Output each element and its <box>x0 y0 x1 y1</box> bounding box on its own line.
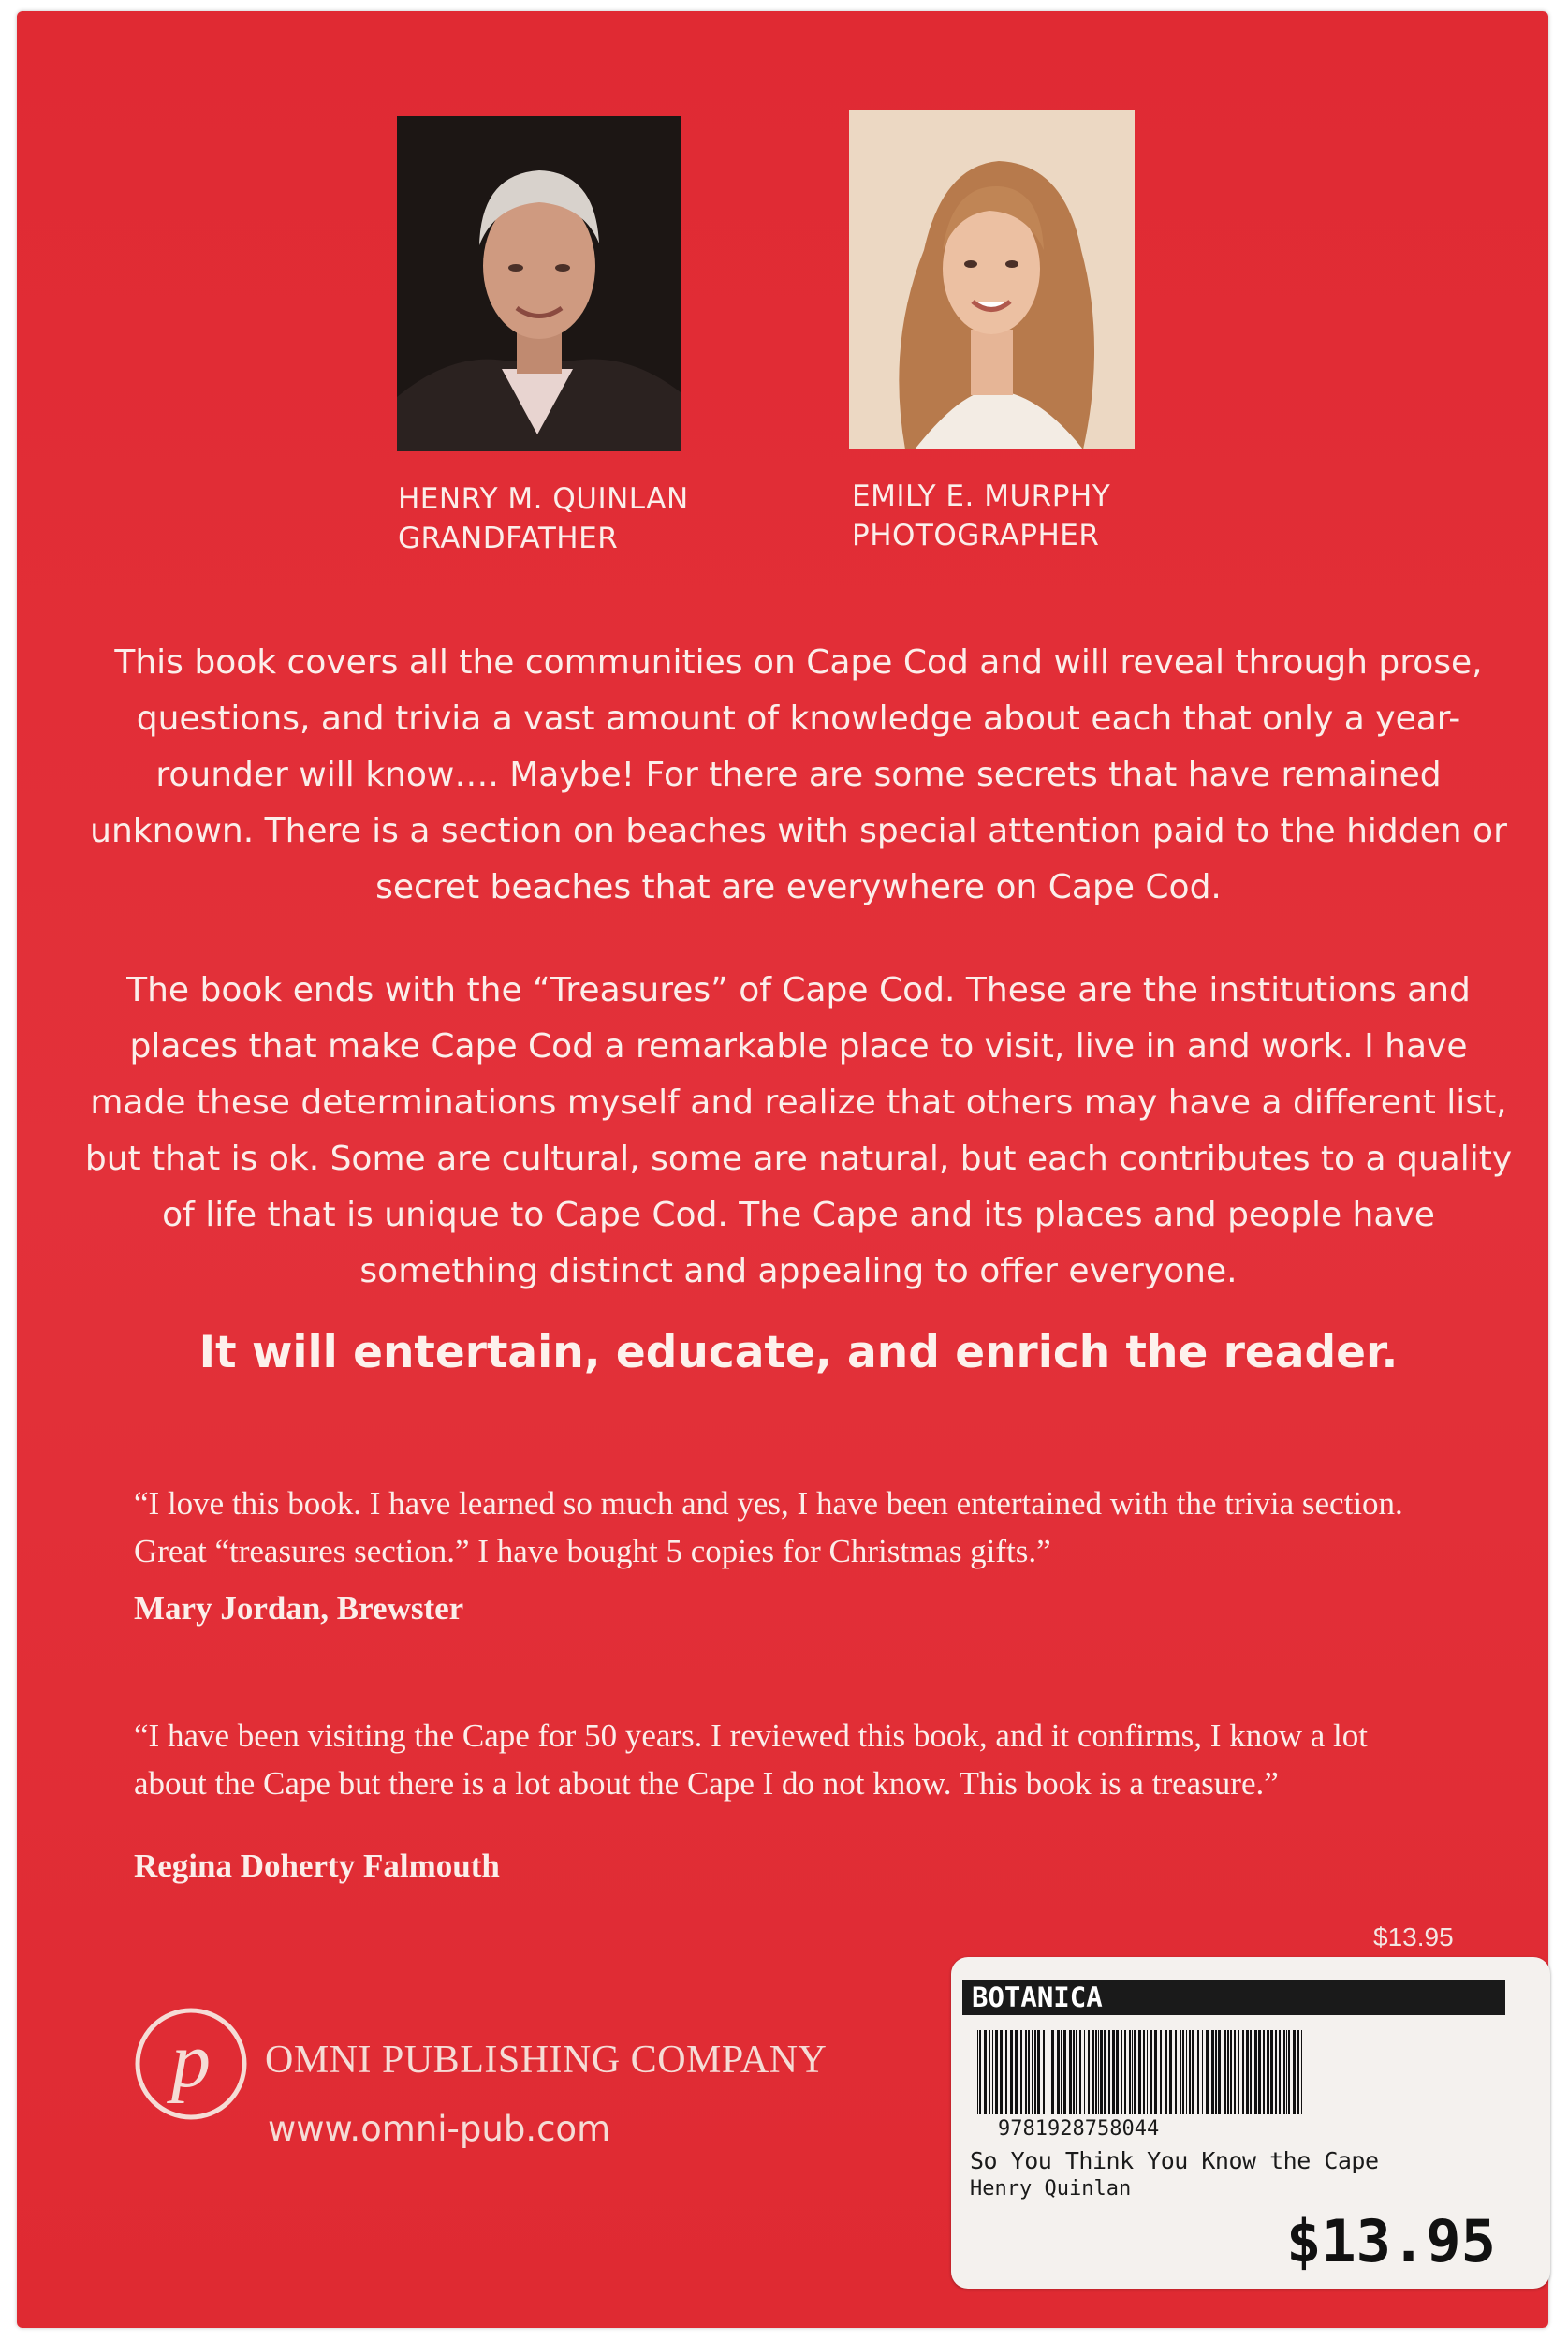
barcode-bar <box>1025 2030 1027 2114</box>
barcode-bar <box>1116 2030 1119 2114</box>
author-role: PHOTOGRAPHER <box>852 519 1100 552</box>
barcode-bar <box>1057 2030 1060 2114</box>
barcode-bar <box>1234 2030 1236 2114</box>
barcode-bar <box>1092 2030 1094 2114</box>
barcode-bar <box>1138 2030 1141 2114</box>
barcode-bar <box>1015 2030 1018 2114</box>
barcode-bar <box>1121 2030 1122 2114</box>
barcode-bar <box>1297 2030 1299 2114</box>
printed-price: $13.95 <box>1373 1922 1454 1951</box>
barcode-bar <box>1088 2030 1090 2114</box>
barcode-bar <box>1020 2030 1022 2114</box>
barcode-bar <box>1073 2030 1075 2114</box>
barcode-bar <box>1095 2030 1097 2114</box>
barcode-bar <box>1160 2030 1162 2114</box>
barcode-bar <box>1076 2030 1077 2114</box>
barcode-bar <box>1124 2030 1126 2114</box>
barcode-bar <box>1267 2030 1269 2114</box>
author-caption-emily <box>852 477 1110 555</box>
barcode-bar <box>1175 2030 1177 2114</box>
barcode-bar <box>1169 2030 1172 2114</box>
testimonial-attribution: Regina Doherty Falmouth <box>134 1848 500 1884</box>
barcode-bar <box>1238 2030 1239 2114</box>
barcode-bar <box>1283 2030 1285 2114</box>
barcode-bar <box>1000 2030 1003 2114</box>
barcode-bar <box>1182 2030 1184 2114</box>
author-caption-henry <box>398 479 689 558</box>
barcode-bar <box>1069 2030 1072 2114</box>
barcode-bar <box>1192 2030 1194 2114</box>
barcode-bar <box>1028 2030 1030 2114</box>
barcode-bar <box>1186 2030 1187 2114</box>
author-name: HENRY M. QUINLAN <box>398 482 689 516</box>
blurb-paragraph: The book ends with the “Treasures” of Cape Cod. These are the institutions and places that make Cape Cod a remarkable place to visit, live in and work. I have made these determinations myself and realize that others may have a different list, but that is ok. Some are cultural, some are natural, but each contributes to a quality of life that is unique to Cape Cod. The Cape and its places and people have something distinct and appealing to offer everyone. <box>84 971 1513 1290</box>
testimonial-quote: “I have been visiting the Cape for 50 years. I reviewed this book, and it confirms, I know a lot about the Cape but there is a lot about the Cape I do not know. This book is a treasure.” <box>134 1717 1368 1802</box>
barcode-bar <box>1098 2030 1099 2114</box>
barcode-bar <box>977 2030 978 2114</box>
barcode-bar <box>1242 2030 1244 2114</box>
barcode-bar <box>1279 2030 1281 2114</box>
barcode-bar <box>1147 2030 1148 2114</box>
barcode-bar <box>1230 2030 1232 2114</box>
price-sticker <box>951 1957 1550 2289</box>
barcode-bar <box>1254 2030 1257 2114</box>
sticker-price: $13.95 <box>1286 2207 1496 2275</box>
sticker-book-title: So You Think You Know the Cape <box>970 2147 1379 2174</box>
publisher-url: www.omni-pub.com <box>268 2109 611 2149</box>
barcode-bar <box>1211 2030 1214 2114</box>
barcode-bar <box>1100 2030 1103 2114</box>
barcode-bar <box>1032 2030 1033 2114</box>
barcode-bar <box>1293 2030 1296 2114</box>
barcode-bar <box>1246 2030 1249 2114</box>
barcode-bar <box>1132 2030 1133 2114</box>
barcode-bar <box>1129 2030 1131 2114</box>
barcode-bar <box>1104 2030 1106 2114</box>
barcode-bar <box>1043 2030 1045 2114</box>
tagline: It will entertain, educate, and enrich the reader. <box>198 1327 1399 1378</box>
author-name: EMILY E. MURPHY <box>852 479 1111 513</box>
sticker-store-name: BOTANICA <box>962 1980 1505 2015</box>
barcode-bar <box>979 2030 981 2114</box>
publisher-name: OMNI PUBLISHING COMPANY <box>265 2039 828 2082</box>
barcode-bar <box>1051 2030 1054 2114</box>
barcode-bar <box>1037 2030 1040 2114</box>
author-role: GRANDFATHER <box>398 522 619 555</box>
blurb-paragraph: This book covers all the communities on Cape Cod and will reveal through prose, questions, and trivia a vast amount of knowledge about each that only a year-rounder will know…. Maybe! For there are some secrets that have remained unknown. There is a section on beaches with special attention paid to the hidden or secret beaches that are everywhere on Cape Cod. <box>90 643 1507 906</box>
publisher-logo-letter: p <box>171 2017 211 2104</box>
sticker-author: Henry Quinlan <box>970 2177 1132 2201</box>
testimonial-quote: “I love this book. I have learned so much and yes, I have been entertained with the trivia section. Great “treasures section.” I have bought 5 copies for Christmas gifts.” <box>134 1485 1403 1569</box>
author-photo-emily <box>849 110 1135 449</box>
barcode-bar <box>989 2030 990 2114</box>
book-back-cover <box>17 11 1548 2328</box>
barcode <box>977 2030 1305 2114</box>
barcode-bar <box>1270 2030 1273 2114</box>
barcode-bar <box>995 2030 998 2114</box>
barcode-bar <box>1218 2030 1221 2114</box>
barcode-bar <box>1263 2030 1265 2114</box>
barcode-bar <box>1250 2030 1252 2114</box>
barcode-bar <box>1134 2030 1136 2114</box>
barcode-bar <box>1206 2030 1209 2114</box>
barcode-bar <box>1010 2030 1013 2114</box>
barcode-bar <box>992 2030 993 2114</box>
barcode-bar <box>1079 2030 1081 2114</box>
barcode-bar <box>1108 2030 1110 2114</box>
barcode-bar <box>1084 2030 1085 2114</box>
testimonial-attribution: Mary Jordan, Brewster <box>134 1590 464 1627</box>
barcode-bar <box>984 2030 987 2114</box>
barcode-bar <box>1154 2030 1157 2114</box>
barcode-bar <box>1189 2030 1191 2114</box>
publisher-logo-icon <box>133 2006 249 2122</box>
barcode-bar <box>1224 2030 1226 2114</box>
barcode-bar <box>1288 2030 1290 2114</box>
barcode-bar <box>1165 2030 1167 2114</box>
barcode-bar <box>1197 2030 1199 2114</box>
barcode-bar <box>1112 2030 1115 2114</box>
author-photo-henry <box>397 116 681 451</box>
barcode-bar <box>1258 2030 1261 2114</box>
barcode-bar <box>1202 2030 1203 2114</box>
barcode-bar <box>1286 2030 1287 2114</box>
barcode-bar <box>1215 2030 1217 2114</box>
barcode-bar <box>1061 2030 1062 2114</box>
sticker-isbn: 9781928758044 <box>998 2117 1160 2141</box>
barcode-bar <box>1150 2030 1152 2114</box>
barcode-bar <box>1180 2030 1181 2114</box>
barcode-bar <box>1275 2030 1277 2114</box>
barcode-bar <box>1227 2030 1229 2114</box>
barcode-bar <box>1143 2030 1145 2114</box>
barcode-bar <box>1063 2030 1066 2114</box>
barcode-bar <box>1034 2030 1036 2114</box>
barcode-bar <box>1301 2030 1302 2114</box>
barcode-bar <box>1005 2030 1007 2114</box>
